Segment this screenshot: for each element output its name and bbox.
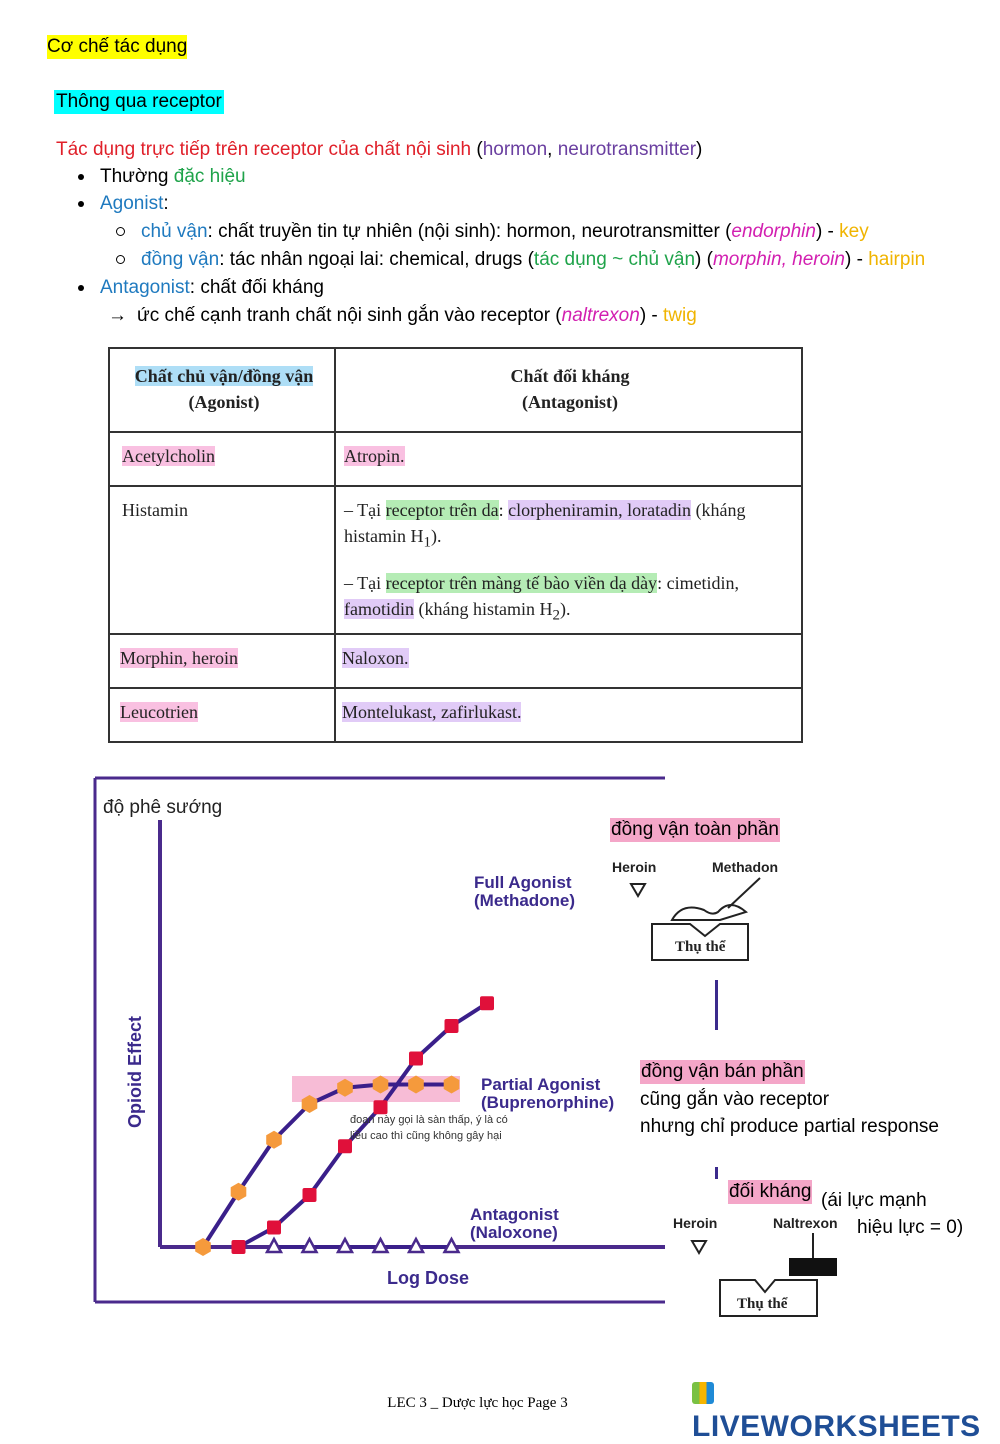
cell-text: – Tại	[344, 500, 386, 520]
sub-text: : tác nhân ngoại lai: chemical, drugs (	[219, 249, 534, 270]
divider-line	[715, 980, 718, 1030]
receptor-diagram-full	[600, 850, 810, 985]
cell-text: Leucotrien	[120, 702, 198, 722]
full-agonist-annotation: đồng vận toàn phần	[611, 819, 779, 840]
bullet-dot	[78, 201, 84, 207]
sub-bullet-dong-van	[116, 248, 925, 272]
circle-bullet	[116, 227, 125, 236]
table-cell	[342, 699, 521, 725]
arrow-text: ức chế cạnh tranh chất nội sinh gắn vào receptor (	[137, 305, 562, 326]
partial-curve	[203, 1085, 452, 1248]
header-text: Chất đối kháng	[510, 366, 630, 386]
naltrexon-block-icon	[789, 1258, 837, 1276]
intro-paren: (	[471, 139, 483, 160]
cell-text: Naloxon.	[342, 648, 409, 668]
partial-note-1: cũng gắn vào receptor	[640, 1089, 830, 1110]
bullet-agonist	[78, 192, 169, 216]
methadon-label: Methadon	[712, 859, 779, 875]
intro-paren-close: )	[696, 139, 703, 160]
receptor-label: Thụ thể	[675, 939, 726, 955]
ytop-label: độ phê sướng	[103, 797, 223, 818]
bullet-term: Antagonist	[100, 277, 190, 298]
full-agonist-label: Full Agonist	[474, 873, 572, 892]
full-point	[374, 1100, 388, 1114]
antagonist-point	[445, 1239, 459, 1252]
sub-term: chủ vận	[141, 221, 208, 242]
heroin-label: Heroin	[612, 859, 657, 875]
cell-text: ).	[559, 598, 571, 619]
arrow-icon: →	[108, 305, 127, 326]
full-agonist-sub: (Methadone)	[474, 891, 576, 910]
cell-text: :	[498, 500, 509, 520]
sub-term: đồng vận	[141, 249, 220, 270]
antagonist-note-2: hiệu lực = 0)	[857, 1217, 964, 1238]
antagonist-label: Antagonist	[470, 1205, 559, 1224]
cell-sub: 2	[552, 607, 560, 624]
antagonist-point	[267, 1239, 281, 1252]
bullet-dot	[78, 174, 84, 180]
full-point	[480, 996, 494, 1010]
partial-agonist-sub: (Buprenorphine)	[481, 1093, 615, 1112]
sub-text: : chất truyền tin tự nhiên (nội sinh): hormon, neurotransmitter (	[207, 221, 732, 242]
partial-agonist-label: Partial Agonist	[481, 1075, 601, 1094]
full-point	[445, 1019, 459, 1033]
bullet-text: Thường	[100, 166, 174, 187]
antagonist-point	[338, 1239, 352, 1252]
header-sub: (Agonist)	[188, 392, 260, 412]
series-layer	[195, 996, 494, 1256]
sub-note: tác dụng ~ chủ vận	[533, 249, 696, 270]
methadon-molecule-icon	[672, 905, 746, 920]
cell-text: Montelukast, zafirlukast.	[342, 702, 522, 722]
table-cell	[122, 443, 215, 469]
brand-text: LIVEWORKSHEETS	[692, 1410, 981, 1443]
cell-highlight: famotidin	[344, 598, 414, 619]
brand-logo	[692, 1376, 1000, 1444]
heroin-label: Heroin	[673, 1215, 718, 1231]
cell-highlight: clorpheniramin, loratadin	[508, 500, 692, 520]
drug-table	[108, 347, 803, 743]
full-point	[303, 1188, 317, 1202]
bullet-text: : chất đối kháng	[189, 277, 324, 298]
table-row-line	[110, 431, 801, 433]
cell-text: Atropin.	[344, 446, 405, 466]
table-cell	[120, 699, 198, 725]
full-point	[267, 1221, 281, 1235]
x-axis-label: Log Dose	[386, 1268, 470, 1288]
table-row-line	[110, 687, 801, 689]
cell-text: :	[657, 572, 667, 593]
arrow-text: ) -	[639, 305, 664, 326]
bullet-specific	[78, 165, 246, 189]
cell-text: (kháng histamin H	[414, 598, 553, 619]
antagonist-point	[303, 1239, 317, 1252]
cell-text: – Tại	[344, 572, 386, 593]
intro-line	[56, 138, 702, 162]
sub-example: endorphin	[731, 221, 816, 242]
pointer-line	[728, 878, 760, 908]
table-row-line	[110, 485, 801, 487]
brand-icon	[692, 1382, 714, 1404]
subsection-heading: Thông qua receptor	[56, 91, 222, 112]
receptor-label: Thụ thể	[737, 1296, 788, 1312]
antagonist-point	[409, 1239, 423, 1252]
heroin-triangle-icon	[692, 1241, 706, 1253]
table-header-agonist	[124, 363, 324, 415]
table-cell	[344, 497, 794, 628]
table-divider	[334, 349, 336, 741]
section-heading: Cơ chế tác dụng	[47, 36, 188, 57]
antagonist-sub: (Naloxone)	[470, 1223, 558, 1242]
bullet-text: :	[163, 193, 169, 214]
page-footer: LEC 3 _ Dược lực học Page 3	[387, 1395, 568, 1411]
chart-frame	[95, 778, 665, 1302]
antagonist-annotation: đối kháng	[729, 1181, 812, 1202]
sub-text: ) -	[844, 249, 869, 270]
table-header-antagonist	[340, 363, 800, 415]
header-text: Chất chủ vận/đồng vận	[134, 366, 314, 386]
sub-analogy: hairpin	[868, 249, 926, 270]
y-axis-label: Opioid Effect	[125, 1016, 145, 1128]
intro-neuro: neurotransmitter	[557, 139, 697, 160]
sub-analogy: key	[839, 221, 869, 242]
partial-agonist-annotation: đồng vận bán phần	[641, 1061, 804, 1082]
intro-hormon: hormon	[482, 139, 548, 160]
intro-comma: ,	[547, 139, 558, 160]
sub-text: ) -	[815, 221, 840, 242]
arrow-example: naltrexon	[561, 305, 640, 326]
antagonist-note-1: (ái lực mạnh	[821, 1190, 927, 1211]
cell-highlight: receptor trên da	[385, 500, 499, 520]
cell-text: Morphin, heroin	[120, 648, 238, 668]
cell-text: cimetidin,	[666, 572, 740, 593]
divider-line	[715, 1167, 718, 1179]
partial-note-2: nhưng chỉ produce partial response	[640, 1116, 939, 1137]
table-cell	[342, 645, 409, 671]
table-cell	[344, 443, 405, 469]
cell-text: (kháng	[691, 500, 746, 520]
bullet-antagonist	[78, 276, 324, 300]
cell-text: Histamin	[122, 500, 188, 520]
sub-example: morphin, heroin	[712, 249, 845, 270]
sub-text: ) (	[695, 249, 713, 270]
arrow-line	[108, 304, 697, 328]
naltrexon-label: Naltrexon	[773, 1215, 838, 1231]
header-sub: (Antagonist)	[521, 392, 618, 412]
intro-main: Tác dụng trực tiếp trên receptor của chất nội sinh	[56, 139, 472, 160]
heroin-triangle-icon	[631, 884, 645, 896]
cell-text: Acetylcholin	[122, 446, 215, 466]
plateau-note-2: liều cao thì cũng không gây hại	[350, 1130, 502, 1142]
circle-bullet	[116, 255, 125, 264]
plateau-note-1: đoạn này gọi là sàn thấp, ý là có	[350, 1114, 508, 1126]
table-row-line	[110, 633, 801, 635]
antagonist-point	[374, 1239, 388, 1252]
cell-sub: 1	[423, 534, 431, 551]
sub-bullet-chu-van	[116, 220, 869, 244]
table-cell	[120, 645, 238, 671]
full-point	[409, 1052, 423, 1066]
cell-highlight: receptor trên màng tế bào viền dạ dày	[385, 572, 658, 593]
bullet-dot	[78, 285, 84, 291]
table-cell	[122, 497, 188, 523]
arrow-analogy: twig	[663, 305, 697, 326]
receptor-diagram-antagonist	[665, 1208, 855, 1323]
cell-text: histamin H	[344, 526, 424, 546]
bullet-term: Agonist	[100, 193, 164, 214]
cell-text: ).	[431, 526, 442, 546]
full-point	[232, 1240, 246, 1254]
bullet-highlight: đặc hiệu	[173, 166, 246, 187]
